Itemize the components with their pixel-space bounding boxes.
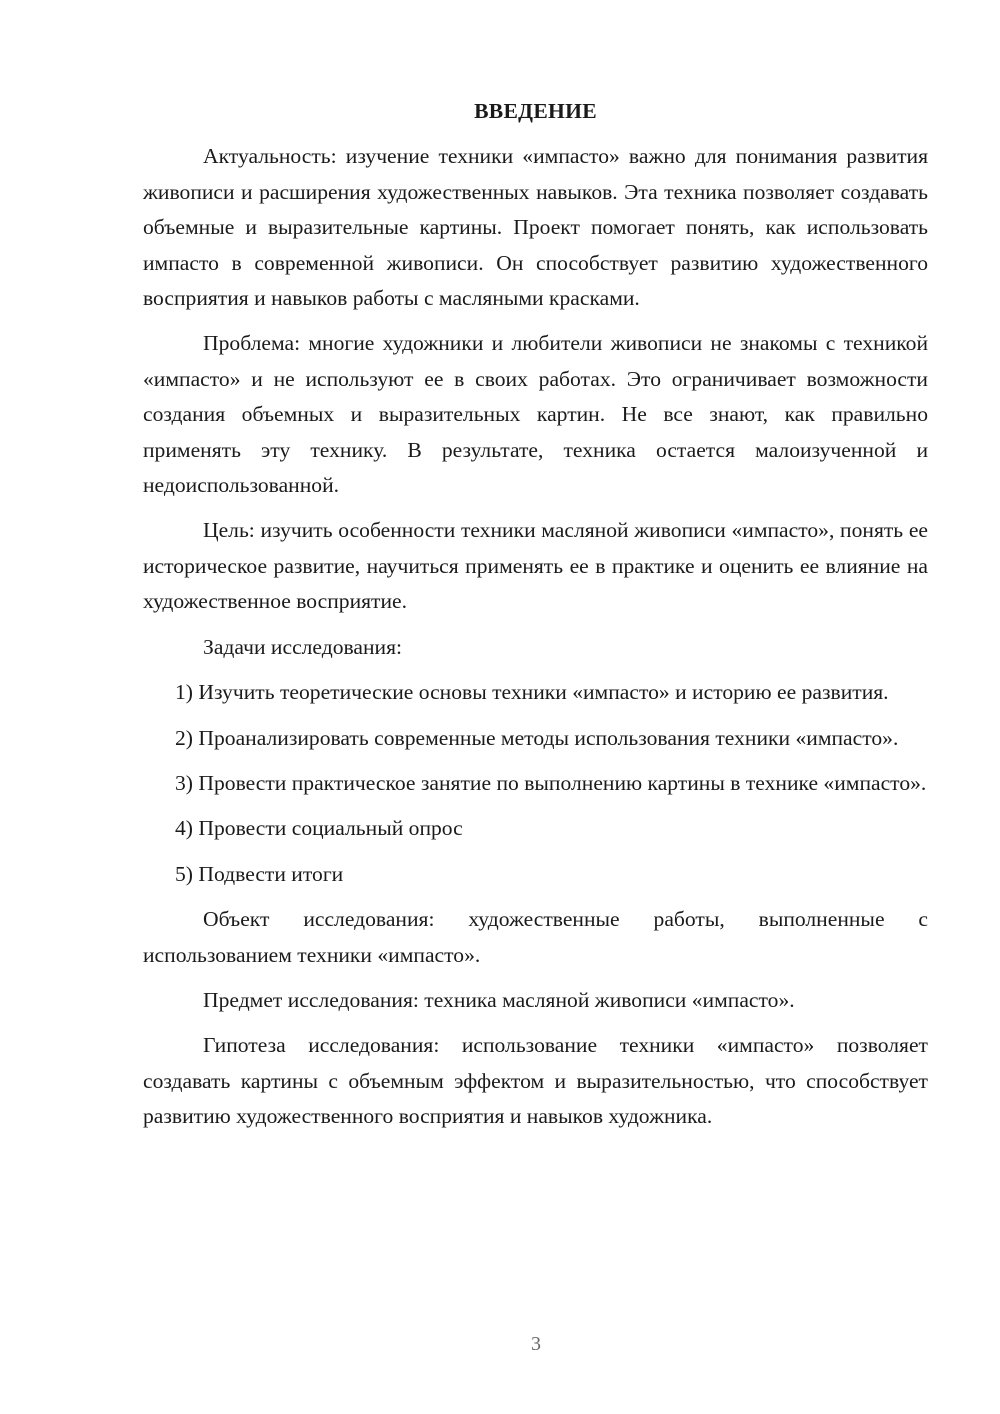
goal-paragraph: Цель: изучить особенности техники масляной живописи «импасто», понять ее историческое развитие, научиться применять ее в практике и оценить ее влияние на художественное восприятие.	[143, 518, 928, 614]
object-paragraph: Объект исследования: художественные работы, выполненные с использованием техники «импасто».	[143, 907, 928, 967]
relevance-paragraph: Актуальность: изучение техники «импасто» важно для понимания развития живописи и расширения художественных навыков. Эта техника позволяет создавать объемные и выразительные картины. Проект помогает понять, как использовать импасто в современной живописи. Он способствует развитию художественного восприятия и навыков работы с масляными красками.	[143, 144, 928, 311]
hypothesis-paragraph: Гипотеза исследования: использование техники «импасто» позволяет создавать картины с объемным эффектом и выразительностью, что способствует развитию художественного восприятия и навыков художника.	[143, 1033, 928, 1129]
page-body	[143, 94, 928, 1145]
section-heading: ВВЕДЕНИЕ	[474, 99, 597, 123]
page-number: 3	[531, 1333, 541, 1355]
tasks-heading: Задачи исследования:	[203, 634, 403, 659]
task-item: 1) Изучить теоретические основы техники «импасто» и историю ее развития.	[175, 680, 889, 705]
task-item: 4) Провести социальный опрос	[175, 816, 463, 841]
task-item: 5) Подвести итоги	[175, 861, 344, 886]
problem-paragraph: Проблема: многие художники и любители живописи не знакомы с техникой «импасто» и не используют ее в своих работах. Это ограничивает возможности создания объемных и выразительных картин. Не все знают, как правильно применять эту технику. В результате, техника остается малоизученной и недоиспользованной.	[143, 331, 928, 498]
task-item: 2) Проанализировать современные методы использования техники «импасто».	[175, 725, 899, 750]
task-item: 3) Провести практическое занятие по выполнению картины в технике «импасто».	[175, 770, 927, 795]
subject-paragraph: Предмет исследования: техника масляной живописи «импасто».	[203, 987, 795, 1012]
tasks-list	[143, 675, 928, 892]
